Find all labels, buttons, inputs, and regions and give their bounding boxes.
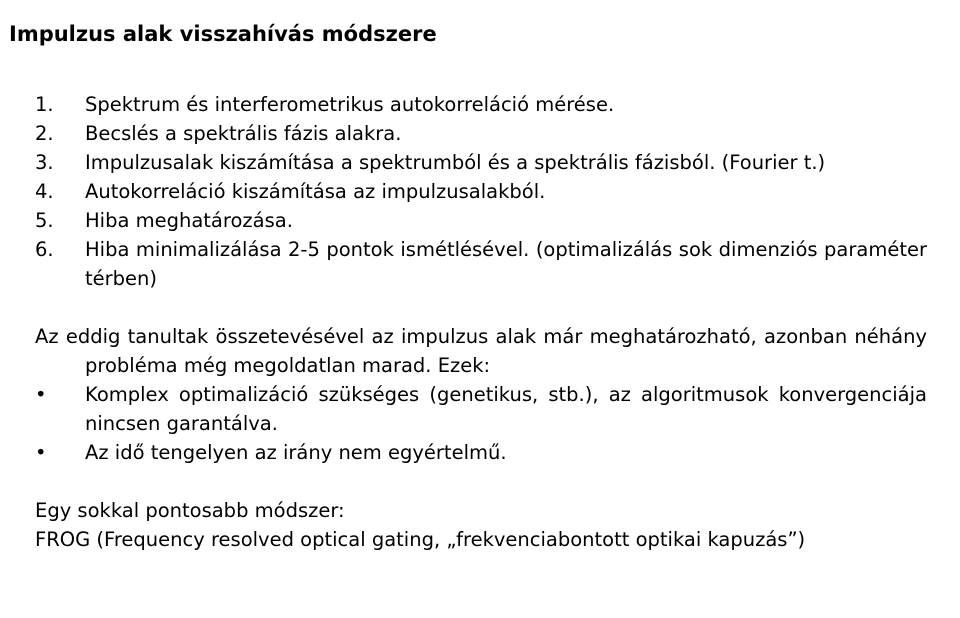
list-item [35, 206, 927, 235]
list-item [35, 438, 927, 467]
problems-intro-paragraph: Az eddig tanultak összetevésével az impulzus alak már meghatározható, azonban néhány probléma még megoldatlan marad. Ezek: [35, 325, 927, 377]
spacer [35, 467, 927, 496]
step-text: Spektrum és interferometrikus autokorreláció mérése. [85, 93, 615, 116]
page-title: Impulzus alak visszahívás módszere [9, 22, 437, 46]
step-text: Becslés a spektrális fázis alakra. [85, 122, 402, 145]
list-item [35, 235, 927, 293]
step-text: Hiba minimalizálása 2-5 pontok ismétlésével. (optimalizálás sok dimenziós paraméter térben) [85, 238, 927, 290]
list-marker: 3. [35, 151, 54, 174]
list-marker: 1. [35, 93, 54, 116]
list-item [35, 119, 927, 148]
list-marker: 4. [35, 180, 54, 203]
list-marker: 5. [35, 209, 54, 232]
step-text: Hiba meghatározása. [85, 209, 293, 232]
step-text: Autokorreláció kiszámítása az impulzusalakból. [85, 180, 546, 203]
step-text: Impulzusalak kiszámítása a spektrumból és a spektrális fázisból. (Fourier t.) [85, 151, 826, 174]
bullet-icon: • [35, 441, 47, 464]
bullet-text: Komplex optimalizáció szükséges (genetikus, stb.), az algoritmusok konvergenciája nincsen garantálva. [85, 383, 927, 435]
frog-paragraph: FROG (Frequency resolved optical gating, „frekvenciabontott optikai kapuzás”) [35, 528, 806, 551]
bullet-text: Az idő tengelyen az irány nem egyértelmű. [85, 441, 507, 464]
slide-content [35, 90, 927, 554]
list-marker: 6. [35, 238, 54, 261]
list-marker: 2. [35, 122, 54, 145]
problems-bullet-list [35, 380, 927, 467]
spacer [35, 293, 927, 322]
numbered-steps-list [35, 90, 927, 293]
method-intro-paragraph: Egy sokkal pontosabb módszer: [35, 499, 345, 522]
list-item [35, 380, 927, 438]
bullet-icon: • [35, 383, 47, 406]
list-item [35, 148, 927, 177]
list-item [35, 90, 927, 119]
list-item [35, 177, 927, 206]
